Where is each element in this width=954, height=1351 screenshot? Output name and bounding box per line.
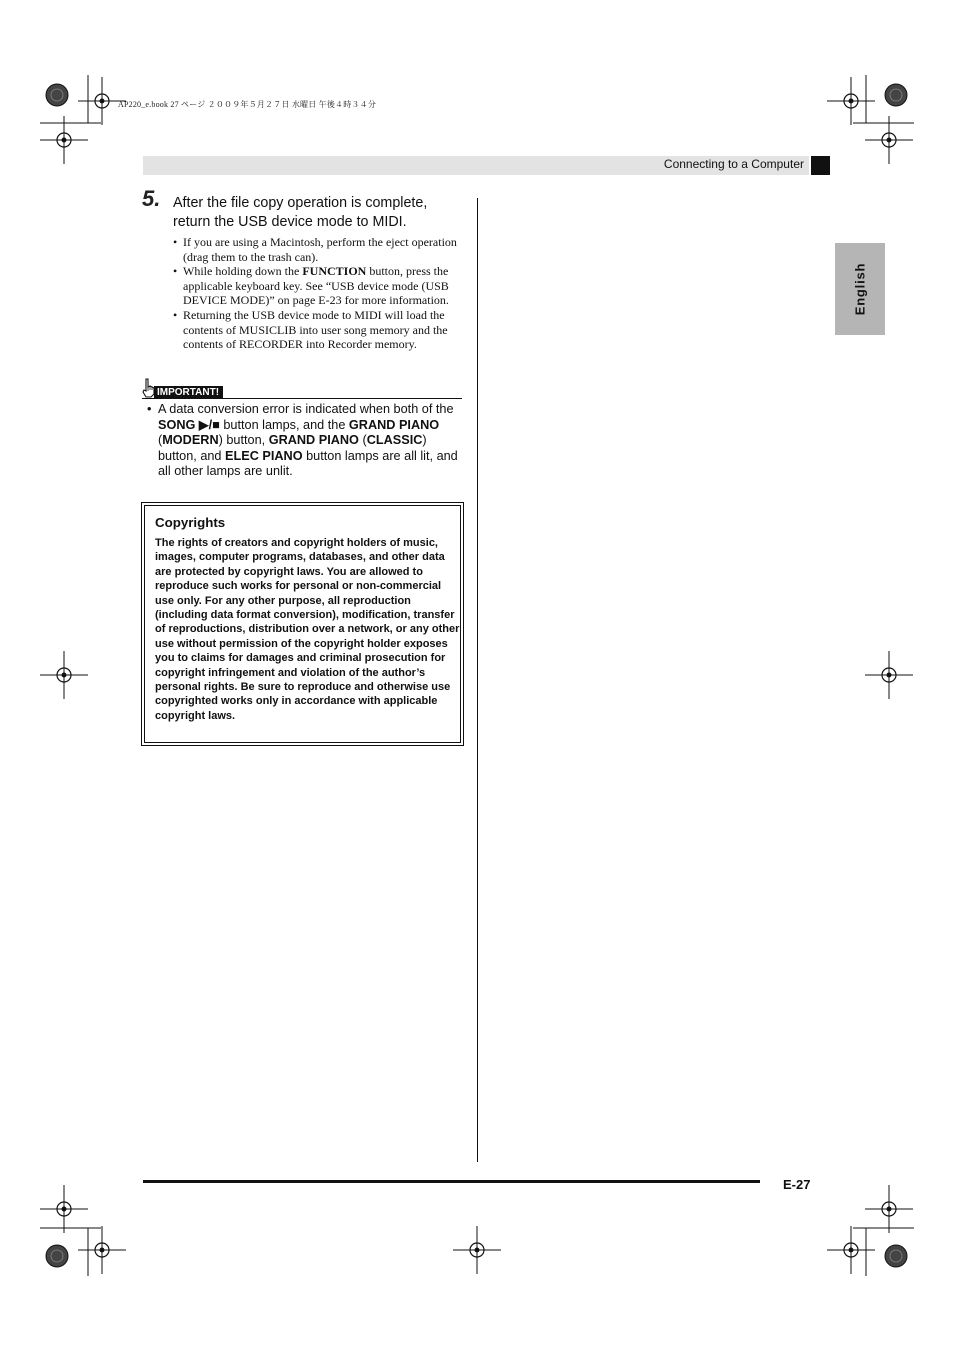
column-divider: [477, 198, 478, 1162]
footer-rule: [143, 1180, 760, 1183]
list-item: • If you are using a Macintosh, perform the eject operation (drag them to the trash can).: [173, 235, 465, 264]
step-text: After the file copy operation is complete, return the USB device mode to MIDI.: [173, 195, 428, 230]
list-item: • While holding down the FUNCTION button, press the applicable keyboard key. See “USB device mode (USB DEVICE MODE)” on page E-23 for more information.: [173, 264, 465, 308]
file-info: AP220_e.book 27 ページ ２００９年５月２７日 水曜日 午後４時３４分: [118, 100, 377, 109]
step-bullets: [173, 235, 465, 352]
language-tab: [835, 243, 885, 335]
important-label: IMPORTANT!: [154, 386, 223, 399]
copyrights-body: The rights of creators and copyright holders of music, images, computer programs, databases, and other data are protected by copyright laws. You are allowed to reproduce such works for personal or non-commercial use only. For any other purpose, all reproduction (including data format conversion), modification, transfer of reproductions, distribution over a network, or any other use without permission of the copyright holder exposes you to claims for damages and criminal prosecution for copyright infringement and violation of the author’s personal rights. Be sure to reproduce and otherwise use copyrighted works only in accordance with applicable copyright laws.: [155, 537, 460, 722]
page-number: E-27: [783, 1177, 811, 1192]
copyrights-box: [141, 502, 464, 746]
copyrights-title: Copyrights: [155, 515, 226, 530]
important-text: • A data conversion error is indicated when both of the SONG ▶/■ button lamps, and the GRAND PIANO (MODERN) button, GRAND PIANO (CLASSIC) button, and ELEC PIANO button lamps are all lit, and all other lamps are unlit.: [147, 402, 458, 479]
list-item: • Returning the USB device mode to MIDI will load the contents of MUSICLIB into user song memory and the contents of RECORDER into Recorder memory.: [173, 308, 465, 352]
important-rule: [142, 398, 462, 399]
copyrights-inner-border: [144, 505, 461, 743]
section-title: Connecting to a Computer: [663, 157, 804, 171]
header-block: [811, 156, 830, 175]
step-number: 5.: [142, 186, 161, 211]
language-tab-label: English: [852, 262, 868, 316]
